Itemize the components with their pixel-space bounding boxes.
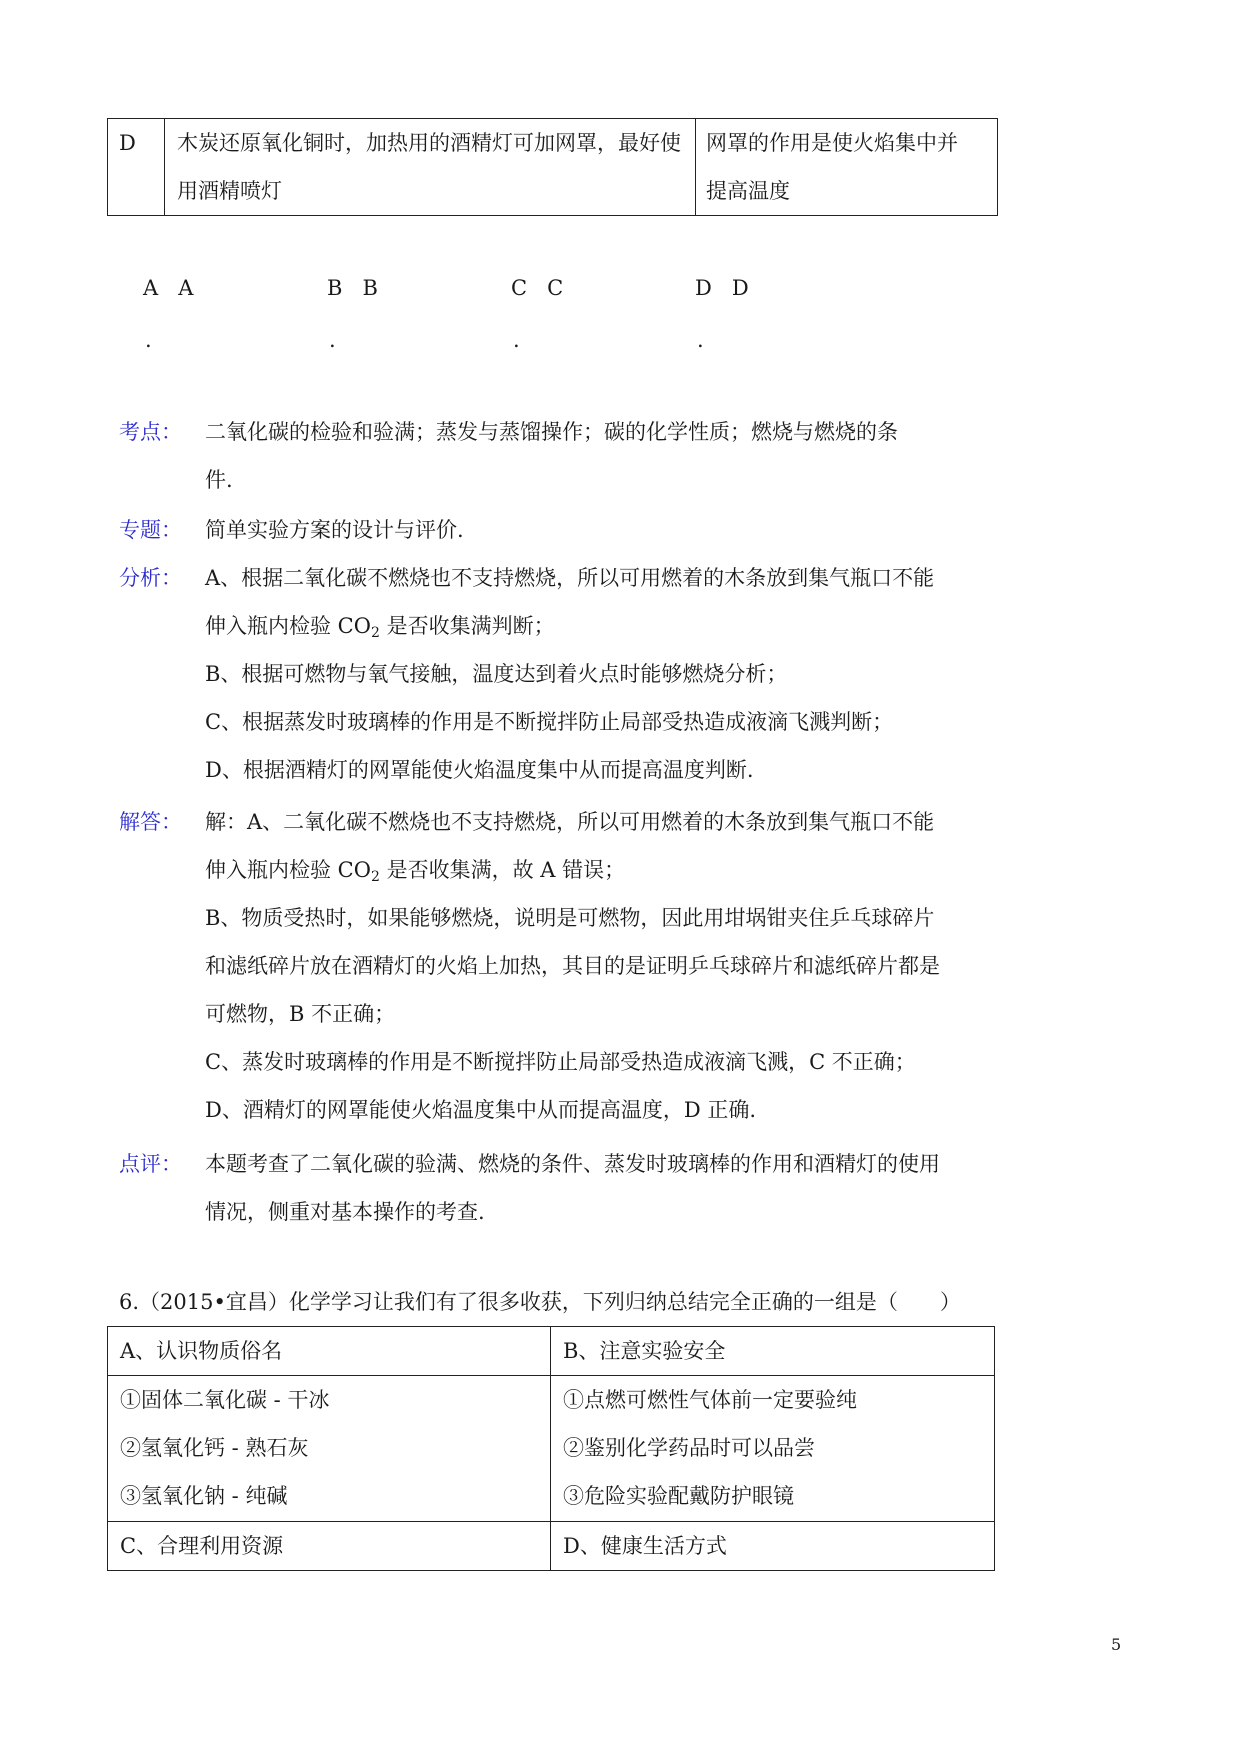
fenxi-line-4: C、根据蒸发时玻璃棒的作用是不断搅拌防止局部受热造成液滴飞溅判断； [205,710,894,734]
header-b-cell [551,1327,995,1376]
reason-line-1: 网罩的作用是使火焰集中并 [706,131,958,155]
dianping-body [205,1140,940,1236]
item-a-2: ②氢氧化钙 - 熟石灰 [120,1436,309,1460]
choice-a-letter: A [143,276,159,300]
fenxi-line-2-pre: 伸入瓶内检验 CO [205,614,371,638]
content-cell [165,119,696,216]
question-6-stem: 6.（2015•宜昌）化学学习让我们有了很多收获，下列归纳总结完全正确的一组是（ ） [119,1290,961,1314]
choice-d-dot: . [697,328,704,352]
fenxi-line-3: B、根据可燃物与氧气接触，温度达到着火点时能够燃烧分析； [205,662,788,686]
dianping-label: 点评： [119,1152,182,1176]
jieda-label: 解答： [119,810,182,834]
reason-cell [696,119,998,216]
fenxi-line-2-post: 是否收集满判断； [379,614,555,638]
header-c-cell [108,1522,551,1571]
question-6-table [107,1326,995,1571]
kaodian-line-1: 二氧化碳的检验和验满；蒸发与蒸馏操作；碳的化学性质；燃烧与燃烧的条 [205,420,898,444]
content-line-1: 木炭还原氧化铜时，加热用的酒精灯可加网罩，最好使 [177,131,681,155]
page-number: 5 [1111,1635,1122,1654]
jieda-line-7: D、酒精灯的网罩能使火焰温度集中从而提高温度，D 正确. [205,1098,757,1122]
jieda-body [205,798,940,1134]
fenxi-line-1: A、根据二氧化碳不燃烧也不支持燃烧，所以可用燃着的木条放到集气瓶口不能 [205,566,935,590]
zhuanti-label: 专题： [119,518,182,542]
jieda-line-1: 解：A、二氧化碳不燃烧也不支持燃烧，所以可用燃着的木条放到集气瓶口不能 [205,810,935,834]
choice-b-text: B [362,276,378,300]
choice-d[interactable] [695,276,749,300]
kaodian-label: 考点： [119,420,182,444]
zhuanti-body [205,506,464,554]
choice-b-letter: B [327,276,343,300]
choice-c-letter: C [511,276,528,300]
item-b-2: ②鉴别化学药品时可以品尝 [563,1436,815,1460]
option-cell [108,119,165,216]
header-b: B、注意实验安全 [563,1339,726,1363]
jieda-line-2-pre: 伸入瓶内检验 CO [205,858,371,882]
item-b-1: ①点燃可燃性气体前一定要验纯 [563,1388,857,1412]
jieda-co2-subscript: 2 [370,869,380,885]
choice-a-text: A [178,276,194,300]
header-d-cell [551,1522,995,1571]
kaodian-line-2: 件. [205,468,233,492]
choice-c-dot: . [513,328,520,352]
item-a-3: ③氢氧化钠 - 纯碱 [120,1484,288,1508]
choice-d-text: D [731,276,749,300]
content-line-2: 用酒精喷灯 [177,179,282,203]
kaodian-body [205,408,898,504]
top-table [107,118,998,216]
fenxi-co2-subscript: 2 [370,625,380,641]
header-d: D、健康生活方式 [563,1534,727,1558]
fenxi-label: 分析： [119,566,182,590]
choice-b[interactable] [327,276,378,300]
choice-a[interactable] [143,276,193,300]
reason-line-2: 提高温度 [706,179,790,203]
jieda-line-5: 可燃物，B 不正确； [205,1002,396,1026]
choice-c[interactable] [511,276,563,300]
choice-b-dot: . [329,328,336,352]
header-a-cell [108,1327,551,1376]
jieda-line-2-post: 是否收集满，故 A 错误； [379,858,626,882]
header-c: C、合理利用资源 [120,1534,284,1558]
fenxi-line-5: D、根据酒精灯的网罩能使火焰温度集中从而提高温度判断. [205,758,754,782]
choice-c-text: C [547,276,564,300]
item-b-3: ③危险实验配戴防护眼镜 [563,1484,794,1508]
choice-d-letter: D [695,276,712,300]
item-a-1: ①固体二氧化碳 - 干冰 [120,1388,330,1412]
zhuanti-line-1: 简单实验方案的设计与评价. [205,518,464,542]
jieda-line-4: 和滤纸碎片放在酒精灯的火焰上加热，其目的是证明乒乓球碎片和滤纸碎片都是 [205,954,940,978]
dianping-line-1: 本题考查了二氧化碳的验满、燃烧的条件、蒸发时玻璃棒的作用和酒精灯的使用 [205,1152,940,1176]
jieda-line-2 [205,846,940,894]
jieda-line-6: C、蒸发时玻璃棒的作用是不断搅拌防止局部受热造成液滴飞溅，C 不正确； [205,1050,916,1074]
items-a-cell [108,1376,551,1522]
choice-a-dot: . [145,328,152,352]
option-label: D [119,131,136,155]
fenxi-body [205,554,934,794]
header-a: A、认识物质俗名 [120,1339,283,1363]
fenxi-line-2 [205,602,934,650]
dianping-line-2: 情况，侧重对基本操作的考查. [205,1200,485,1224]
items-b-cell [551,1376,995,1522]
jieda-line-3: B、物质受热时，如果能够燃烧，说明是可燃物，因此用坩埚钳夹住乒乓球碎片 [205,906,935,930]
